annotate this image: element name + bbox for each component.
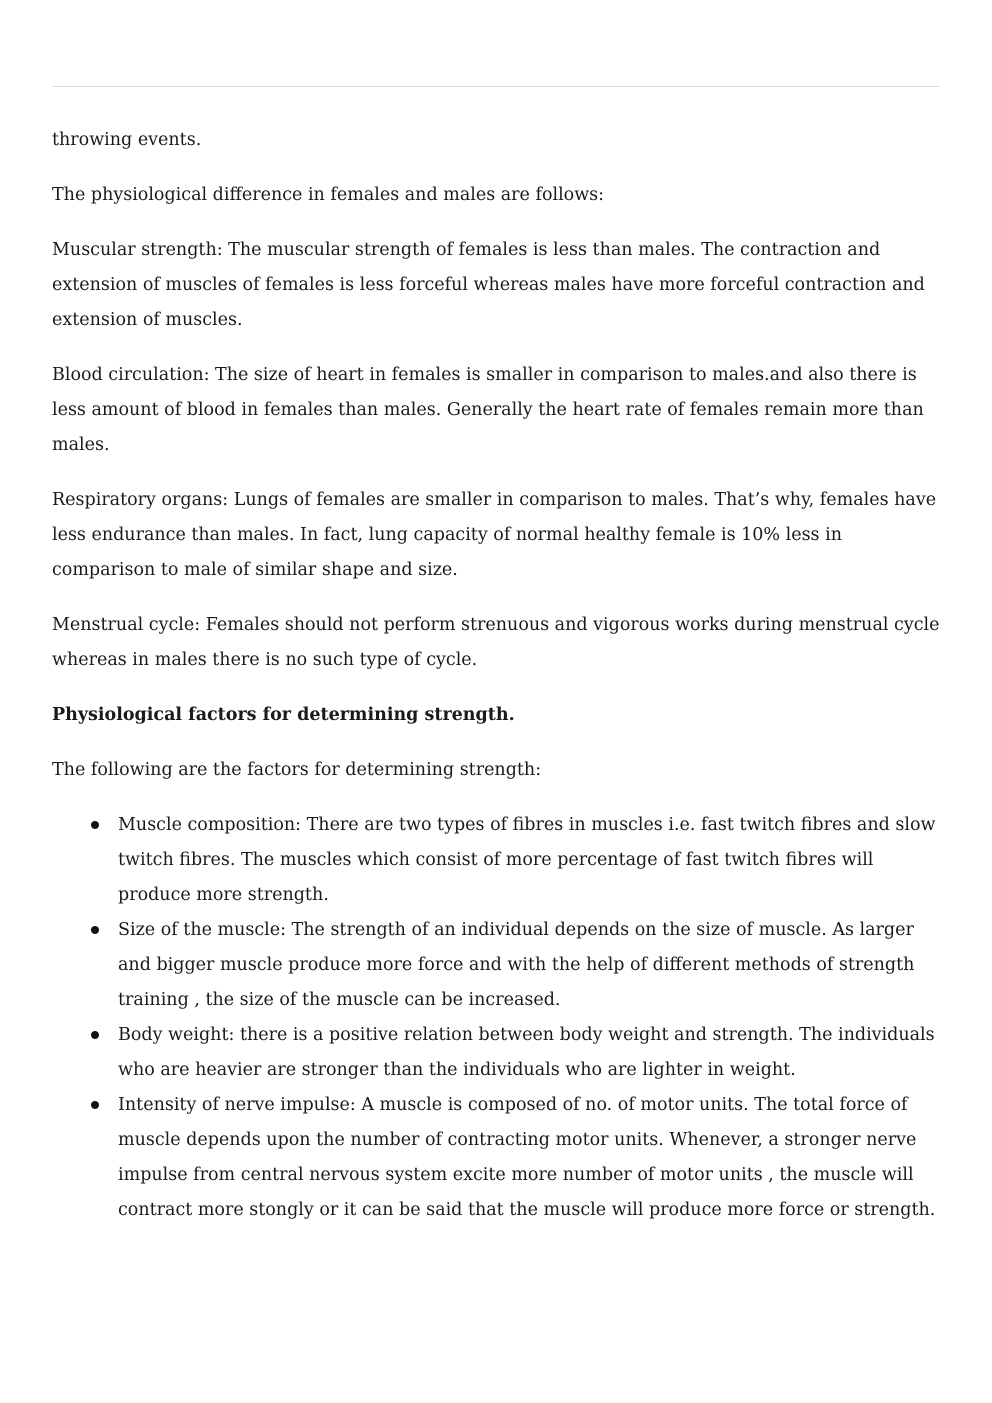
bullet-icon <box>91 1031 99 1039</box>
bullet-icon <box>91 1101 99 1109</box>
list-item <box>118 913 940 1018</box>
section-heading: Physiological factors for determining strength. <box>52 705 515 725</box>
factors-list <box>52 808 940 1228</box>
list-item-text: Size of the muscle: The strength of an individual depends on the size of muscle. As larger and bigger muscle produce more force and with the help of different methods of strength training , the size of the muscle can be increased. <box>118 920 915 1010</box>
paragraph-blood-circulation: Blood circulation: The size of heart in females is smaller in comparison to males.and also there is less amount of blood in females than males. Generally the heart rate of females remain more than males. <box>52 365 924 455</box>
paragraph-menstrual-cycle: Menstrual cycle: Females should not perform strenuous and vigorous works during menstrual cycle whereas in males there is no such type of cycle. <box>52 615 940 670</box>
header-divider <box>52 86 940 87</box>
list-item <box>118 1088 940 1228</box>
list-item-text: Intensity of nerve impulse: A muscle is composed of no. of motor units. The total force of muscle depends upon the number of contracting motor units. Whenever, a stronger nerve impulse from central nervous system excite more number of motor units , the muscle will contract more stongly or it can be said that the muscle will produce more force or strength. <box>118 1095 936 1220</box>
document-body <box>52 123 940 1228</box>
paragraph-muscular-strength: Muscular strength: The muscular strength of females is less than males. The contraction and extension of muscles of females is less forceful whereas males have more forceful contraction and extension of muscles. <box>52 240 925 330</box>
list-item <box>118 1018 940 1088</box>
list-item-text: Muscle composition: There are two types of fibres in muscles i.e. fast twitch fibres and slow twitch fibres. The muscles which consist of more percentage of fast twitch fibres will produce more strength. <box>118 815 936 905</box>
bullet-icon <box>91 926 99 934</box>
list-item <box>118 808 940 913</box>
paragraph-respiratory-organs: Respiratory organs: Lungs of females are smaller in comparison to males. That’s why, females have less endurance than males. In fact, lung capacity of normal healthy female is 10% less in comparison to male of similar shape and size. <box>52 490 937 580</box>
paragraph-continuation: throwing events. <box>52 130 202 150</box>
bullet-icon <box>91 821 99 829</box>
paragraph-factors-intro: The following are the factors for determining strength: <box>52 760 542 780</box>
list-item-text: Body weight: there is a positive relation between body weight and strength. The individuals who are heavier are stronger than the individuals who are lighter in weight. <box>118 1025 935 1080</box>
paragraph-intro-differences: The physiological difference in females and males are follows: <box>52 185 605 205</box>
